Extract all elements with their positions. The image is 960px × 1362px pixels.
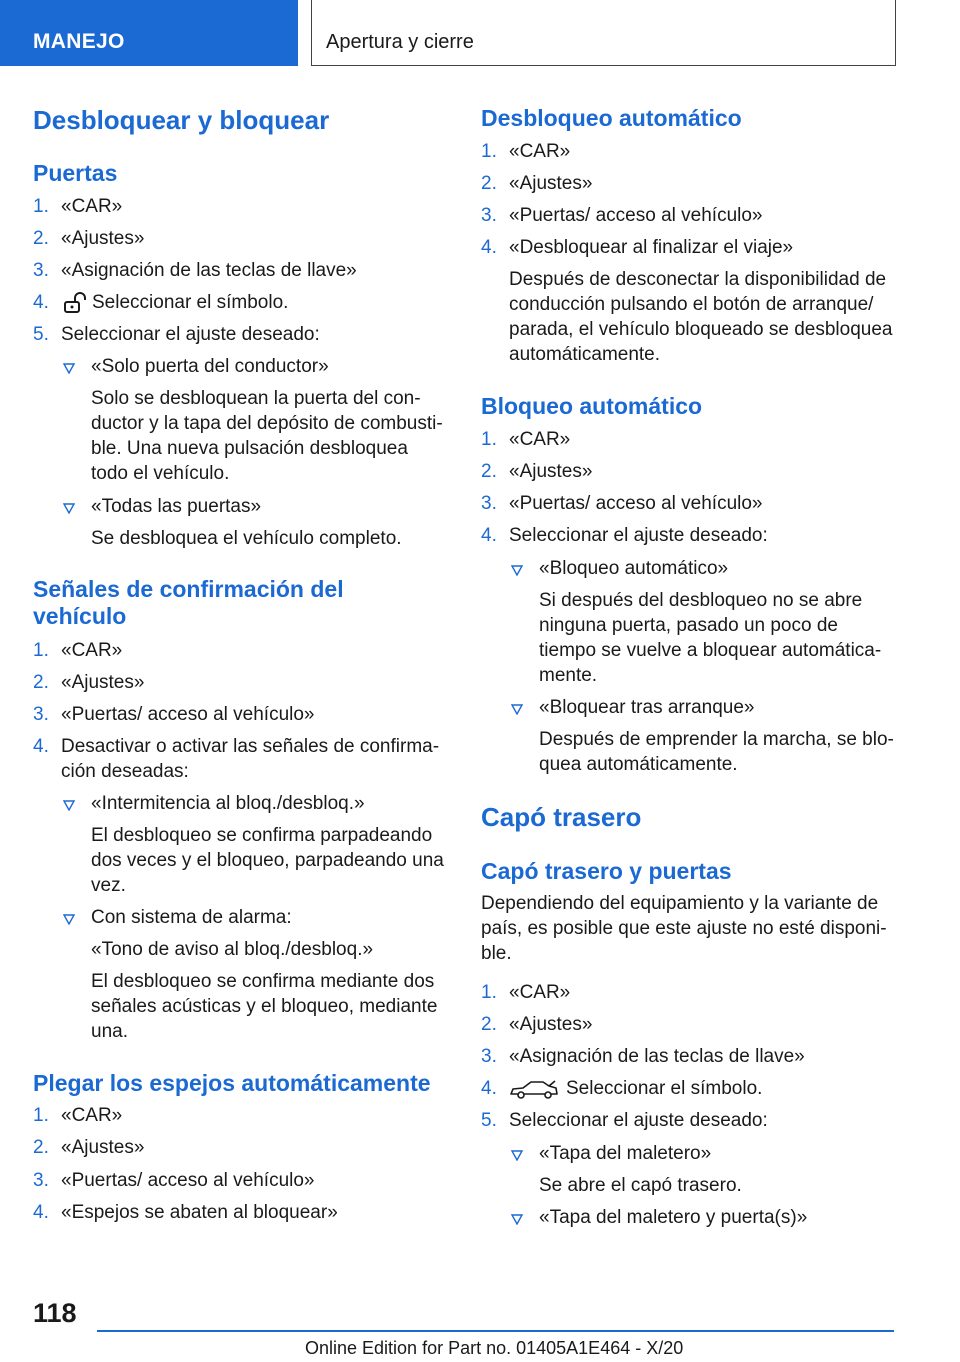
paragraph-line: Dependiendo del equipamiento y la variante de [481,893,879,914]
heading-bloqueo: Bloqueo automático [481,393,703,419]
heading-desbloqueo: Desbloqueo automático [481,105,742,131]
option-desc: Si después del desbloqueo no se abre [539,590,863,611]
option-label: «Todas las puertas» [91,496,262,517]
heading-capo: Capó trasero [481,802,642,832]
option-label: Con sistema de alarma: [91,907,292,928]
option-desc: mente. [539,665,598,686]
edition-text: Online Edition for Part no. 01405A1E464 - X/20 [305,1338,684,1358]
heading-puertas: Puertas [33,160,118,186]
option-desc: vez. [91,875,126,896]
option-desc: quea automáticamente. [539,754,738,775]
option-desc: ble. Una nueva pulsación desbloquea [91,438,408,459]
option-label: «Bloqueo automático» [539,558,729,579]
option-label: «Solo puerta del conductor» [91,356,329,377]
option-desc: señales acústicas y el bloqueo, mediante [91,996,438,1017]
chapter-tab [311,0,896,66]
paragraph-line: país, es posible que este ajuste no esté disponi- [481,918,887,939]
triangle-bullet-icon [511,1213,523,1225]
section-title: MANEJO [33,30,125,53]
heading-capo-puertas: Capó trasero y puertas [481,858,732,884]
option-desc: Se abre el capó trasero. [539,1175,742,1196]
option-desc: ninguna puerta, pasado un poco de [539,615,838,636]
triangle-bullet-icon [63,913,75,925]
option-desc: Se desbloquea el vehículo completo. [91,528,402,549]
option-desc: dos veces y el bloqueo, parpadeando una [91,850,444,871]
triangle-bullet-icon [63,362,75,374]
option-desc: todo el vehículo. [91,463,230,484]
option-desc: El desbloqueo se confirma mediante dos [91,971,435,992]
triangle-bullet-icon [63,799,75,811]
paragraph-line: ble. [481,943,512,964]
option-label: «Tapa del maletero» [539,1143,712,1164]
heading-senales: Señales de confirmación del [33,576,344,602]
option-label: «Intermitencia al bloq./desbloq.» [91,793,365,814]
page-number: 118 [33,1298,77,1328]
paragraph-line: automáticamente. [509,344,661,365]
option-sub: «Tono de aviso al bloq./desbloq.» [91,939,374,960]
chapter-title: Apertura y cierre [326,31,474,53]
paragraph-line: conducción pulsando el botón de arranque/ [509,294,874,315]
triangle-bullet-icon [511,703,523,715]
triangle-bullet-icon [63,502,75,514]
option-desc: una. [91,1021,128,1042]
triangle-bullet-icon [511,564,523,576]
section-tab [0,0,298,66]
car-tailgate-icon [509,1078,559,1100]
main-heading: Desbloquear y bloquear [33,105,330,135]
heading-espejos: Plegar los espejos automáticamente [33,1070,431,1096]
footer-divider [97,1330,894,1332]
heading-senales-cont: vehículo [33,603,127,629]
paragraph-line: Después de desconectar la disponibilidad de [509,269,887,290]
option-desc: El desbloqueo se confirma parpadeando [91,825,433,846]
option-desc: Solo se desbloquean la puerta del con- [91,388,421,409]
option-desc: Después de emprender la marcha, se blo- [539,729,894,750]
page-header [0,0,960,66]
option-desc: tiempo se vuelve a bloquear automática- [539,640,882,661]
option-label: «Bloquear tras arranque» [539,697,755,718]
paragraph-line: parada, el vehículo bloqueado se desbloquea [509,319,893,340]
triangle-bullet-icon [511,1149,523,1161]
option-label: «Tapa del maletero y puerta(s)» [539,1207,808,1228]
option-desc: ductor y la tapa del depósito de combusti- [91,413,443,434]
unlock-icon [63,292,89,314]
